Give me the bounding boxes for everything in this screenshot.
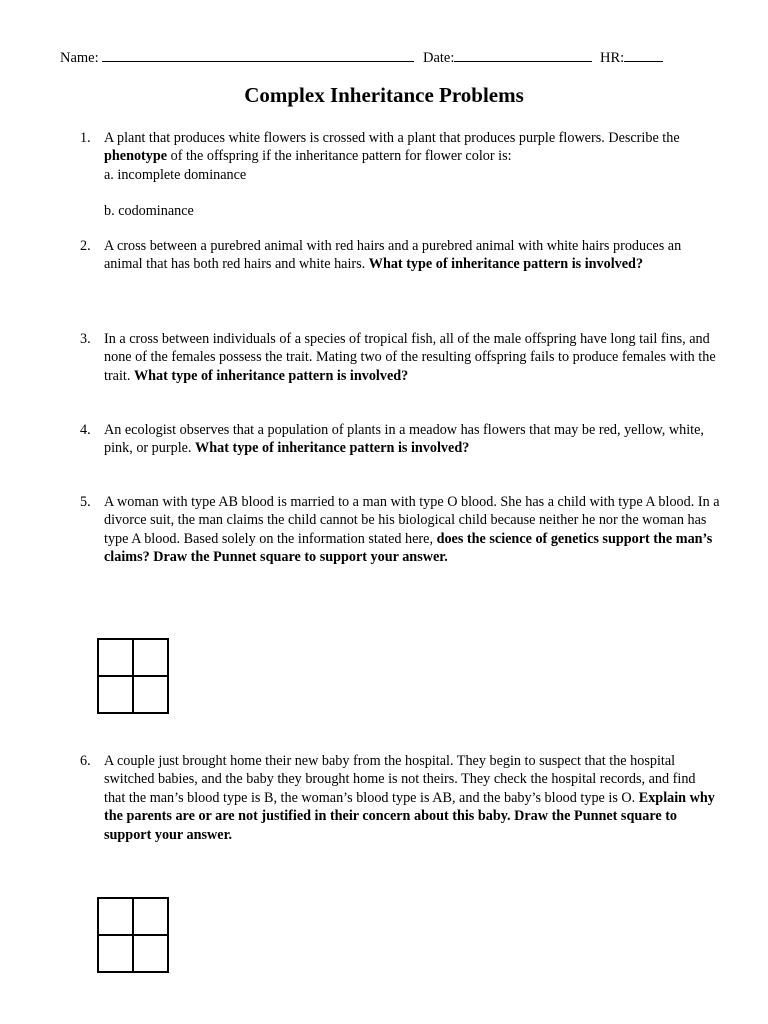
question-number: 4. [80,422,91,438]
question-prompt: does the science of genetics support the man’s claims? Draw the Punnet square to support your answer. [104,530,713,566]
question-plain: An ecologist observes that a population of plants in a meadow has flowers that may be red, yellow, white, pink, or purple. [104,422,704,457]
punnett-cell[interactable] [98,935,133,972]
question-prompt: What type of inheritance pattern is involved? [133,367,409,384]
question-prompt: What type of inheritance pattern is involved? [368,256,644,273]
punnett-cell[interactable] [98,639,133,676]
question-number: 6. [80,753,91,769]
punnett-cell[interactable] [133,639,168,676]
question-2 [80,237,720,274]
question-part-b: b. codominance [104,203,194,220]
question-body [104,493,720,567]
hr-blank[interactable] [624,48,663,62]
hr-label: HR: [600,50,625,66]
name-blank[interactable] [102,48,414,62]
question-plain: A couple just brought home their new baby from the hospital. They begin to suspect that the hospital switched babies, and the baby they brought home is not theirs. They check the hospital records, and find that the man’s blood type is B, the woman’s blood type is AB, and the baby’s blood type is O. [104,753,696,806]
question-6 [80,752,720,844]
name-label: Name: [60,50,99,66]
question-plain: A woman with type AB blood is married to a man with type O blood. She has a child with type A blood. In a divorce suit, the man claims the child cannot be his biological child because neither he nor the woman has type A blood. Based solely on the information stated here, [104,494,720,547]
question-part-a: a. incomplete dominance [104,166,247,183]
date-label: Date: [423,50,455,66]
punnett-cell[interactable] [133,676,168,713]
question-body [104,129,720,221]
page-title: Complex Inheritance Problems [244,83,524,107]
question-1 [80,129,720,221]
date-blank[interactable] [454,48,592,62]
date-field [423,48,592,67]
name-field [60,48,414,67]
question-body [104,330,720,385]
question-body [104,421,720,458]
question-text [104,330,720,385]
question-5 [80,493,720,567]
question-body [104,237,720,274]
question-text-a: A plant that produces white flowers is crossed with a plant that produces purple flowers. Describe the [104,130,680,146]
question-text-b: of the offspring if the inheritance pattern for flower color is: [167,148,512,165]
question-4 [80,421,720,458]
question-text [104,752,720,844]
punnett-cell[interactable] [98,898,133,935]
punnett-cell[interactable] [133,935,168,972]
punnett-square-2[interactable] [97,897,169,973]
question-number: 2. [80,238,91,254]
question-number: 5. [80,494,91,510]
question-text [104,237,720,274]
question-3 [80,330,720,385]
question-text [104,493,720,567]
punnett-square-1[interactable] [97,638,169,714]
question-plain: In a cross between individuals of a species of tropical fish, all of the male offspring have long tail fins, and none of the females possess the trait. Mating two of the resulting offspring fails to produce females with the trait. [104,331,716,384]
punnett-cell[interactable] [133,898,168,935]
hr-field [600,48,663,67]
question-number: 3. [80,331,91,347]
question-text [104,129,720,166]
question-plain: A cross between a purebred animal with red hairs and a purebred animal with white hairs produces an animal that has both red hairs and white hairs. [104,238,682,273]
question-prompt: What type of inheritance pattern is involved? [195,440,470,457]
question-bold-term: phenotype [104,148,168,165]
question-text [104,421,720,458]
question-body [104,752,720,844]
question-prompt: Explain why the parents are or are not justified in their concern about this baby. Draw the Punnet square to support your answer. [104,789,715,843]
question-number: 1. [80,130,91,146]
punnett-cell[interactable] [98,676,133,713]
